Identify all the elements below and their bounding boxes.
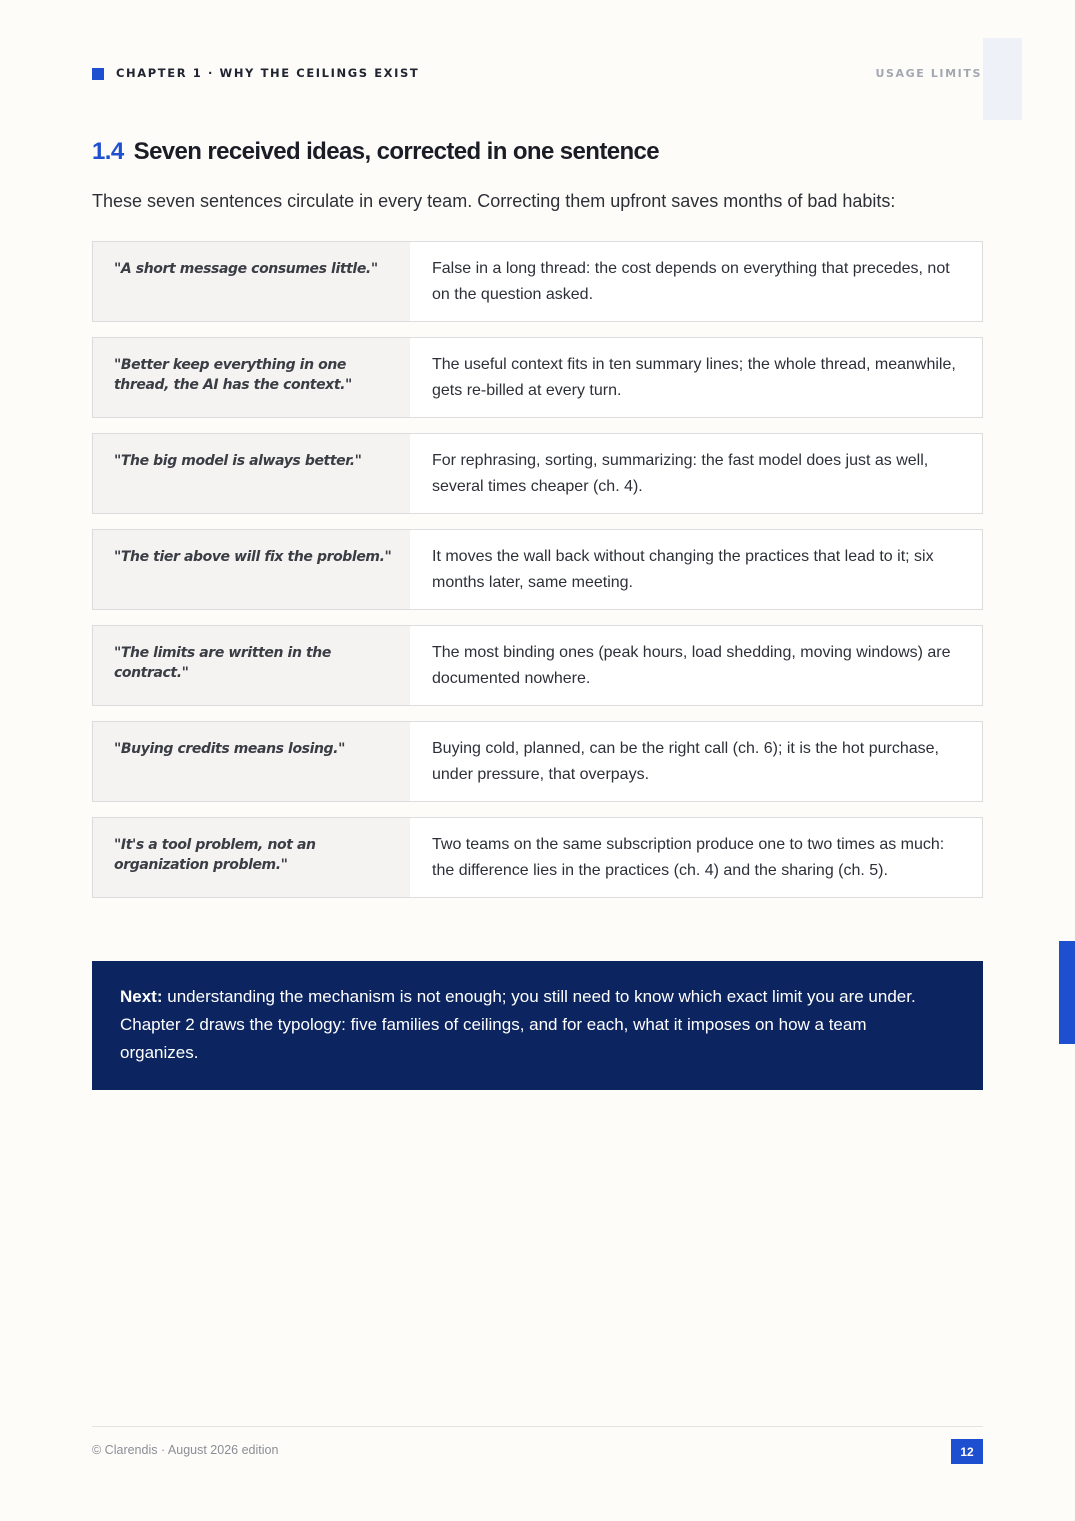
- idea-correction: For rephrasing, sorting, summarizing: the fast model does just as well, several times cheaper (ch. 4).: [432, 452, 929, 495]
- footer-divider: [92, 1426, 983, 1427]
- section-heading: [92, 138, 659, 166]
- chapter-number-decoration: [983, 38, 1022, 120]
- idea-correction: False in a long thread: the cost depends on everything that precedes, not on the question asked.: [432, 260, 950, 303]
- idea-row: [92, 433, 983, 514]
- idea-belief: "Better keep everything in one thread, the AI has the context.": [93, 338, 410, 417]
- idea-belief: "The big model is always better.": [93, 434, 410, 513]
- chapter-label: CHAPTER 1 · WHY THE CEILINGS EXIST: [116, 66, 420, 80]
- footer-copyright: © Clarendis · August 2026 edition: [92, 1443, 279, 1457]
- idea-belief: "A short message consumes little.": [93, 242, 410, 321]
- next-callout-lead: Next:: [120, 987, 163, 1006]
- idea-row: [92, 337, 983, 418]
- next-callout: [92, 961, 983, 1090]
- idea-correction: Buying cold, planned, can be the right call (ch. 6); it is the hot purchase, under pressure, that overpays.: [432, 740, 939, 783]
- next-callout-text: understanding the mechanism is not enough; you still need to know which exact limit you are under. Chapter 2 draws the typology: five families of ceilings, and for each, what it imposes on how a team organizes.: [120, 987, 916, 1062]
- page-number-badge: 12: [951, 1439, 983, 1464]
- idea-correction: It moves the wall back without changing the practices that lead to it; six months later, same meeting.: [432, 548, 934, 591]
- idea-row: [92, 241, 983, 322]
- idea-correction: Two teams on the same subscription produce one to two times as much: the difference lies in the practices (ch. 4) and the sharing (ch. 5).: [432, 836, 945, 879]
- chapter-side-tab: [1059, 941, 1075, 1044]
- idea-belief: "Buying credits means losing.": [93, 722, 410, 801]
- received-ideas-list: [92, 241, 983, 913]
- idea-row: [92, 625, 983, 706]
- idea-belief: "The tier above will fix the problem.": [93, 530, 410, 609]
- idea-correction: The useful context fits in ten summary lines; the whole thread, meanwhile, gets re-billed at every turn.: [432, 356, 956, 399]
- idea-belief: "The limits are written in the contract.": [93, 626, 410, 705]
- intro-paragraph: These seven sentences circulate in every team. Correcting them upfront saves months of bad habits:: [92, 191, 896, 211]
- idea-row: [92, 817, 983, 898]
- running-title: USAGE LIMITS: [875, 67, 982, 80]
- idea-row: [92, 529, 983, 610]
- section-title: Seven received ideas, corrected in one sentence: [133, 138, 660, 165]
- chapter-marker-square: [92, 68, 104, 80]
- idea-belief: "It's a tool problem, not an organization problem.": [93, 818, 410, 897]
- idea-correction: The most binding ones (peak hours, load shedding, moving windows) are documented nowhere.: [432, 644, 951, 687]
- section-number: 1.4: [92, 138, 124, 165]
- idea-row: [92, 721, 983, 802]
